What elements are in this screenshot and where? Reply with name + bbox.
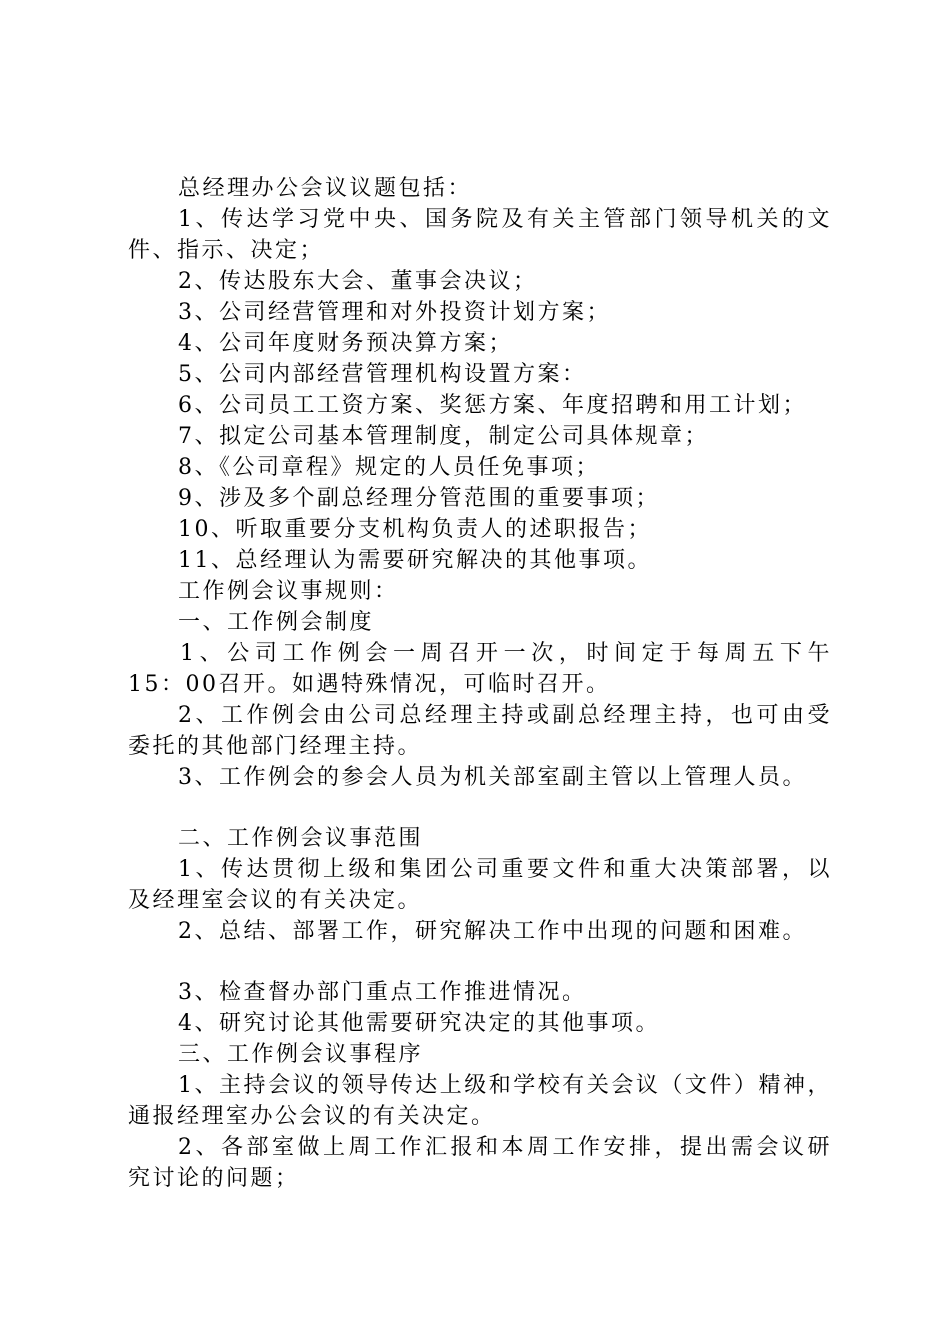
agenda-heading: 总经理办公会议议题包括： [178, 176, 473, 201]
paragraph-line: 1、主持会议的领导传达上级和学校有关会议（文件）精神， [178, 1073, 832, 1098]
paragraph-line: 15：00召开。如遇特殊情况，可临时召开。 [128, 672, 611, 697]
rules-heading: 工作例会议事规则： [178, 579, 399, 604]
list-item: 9、涉及多个副总经理分管范围的重要事项； [178, 486, 660, 511]
section-heading: 二、工作例会议事范围 [178, 826, 424, 851]
paragraph-line: 通报经理室办公会议的有关决定。 [128, 1104, 496, 1129]
paragraph-line: 2、工作例会由公司总经理主持或副总经理主持，也可由受 [178, 703, 832, 728]
list-item: 10、听取重要分支机构负责人的述职报告； [178, 517, 652, 542]
list-item: 8、《公司章程》规定的人员任免事项； [178, 455, 600, 480]
paragraph-line: 及经理室会议的有关决定。 [128, 888, 423, 913]
list-item: 5、公司内部经营管理机构设置方案： [178, 362, 587, 387]
paragraph-line: 1、传达学习党中央、国务院及有关主管部门领导机关的文 [178, 207, 832, 232]
paragraph-line: 1、公司工作例会一周召开一次，时间定于每周五下午 [180, 641, 832, 666]
list-item: 11、总经理认为需要研究解决的其他事项。 [178, 548, 652, 573]
paragraph-line: 2、各部室做上周工作汇报和本周工作安排，提出需会议研 [178, 1135, 832, 1160]
paragraph-line: 委托的其他部门经理主持。 [128, 734, 423, 759]
paragraph-line: 1、传达贯彻上级和集团公司重要文件和重大决策部署，以 [178, 857, 832, 882]
section-heading: 三、工作例会议事程序 [178, 1042, 424, 1067]
paragraph-line: 2、总结、部署工作，研究解决工作中出现的问题和困难。 [178, 919, 807, 944]
document-page [128, 173, 832, 1194]
list-item: 3、公司经营管理和对外投资计划方案； [178, 300, 611, 325]
list-item: 4、公司年度财务预决算方案； [178, 331, 513, 356]
list-item: 6、公司员工工资方案、奖惩方案、年度招聘和用工计划； [178, 393, 807, 418]
paragraph-line: 究讨论的问题； [128, 1166, 300, 1191]
blank-line [128, 793, 832, 823]
list-item: 2、传达股东大会、董事会决议； [178, 269, 538, 294]
list-item: 3、检查督办部门重点工作推进情况。 [178, 980, 587, 1005]
blank-line [128, 947, 832, 977]
list-item: 4、研究讨论其他需要研究决定的其他事项。 [178, 1011, 660, 1036]
paragraph-line: 3、工作例会的参会人员为机关部室副主管以上管理人员。 [178, 765, 807, 790]
paragraph-line: 件、指示、决定； [128, 238, 325, 263]
list-item: 7、拟定公司基本管理制度，制定公司具体规章； [178, 424, 709, 449]
section-heading: 一、工作例会制度 [178, 610, 375, 635]
